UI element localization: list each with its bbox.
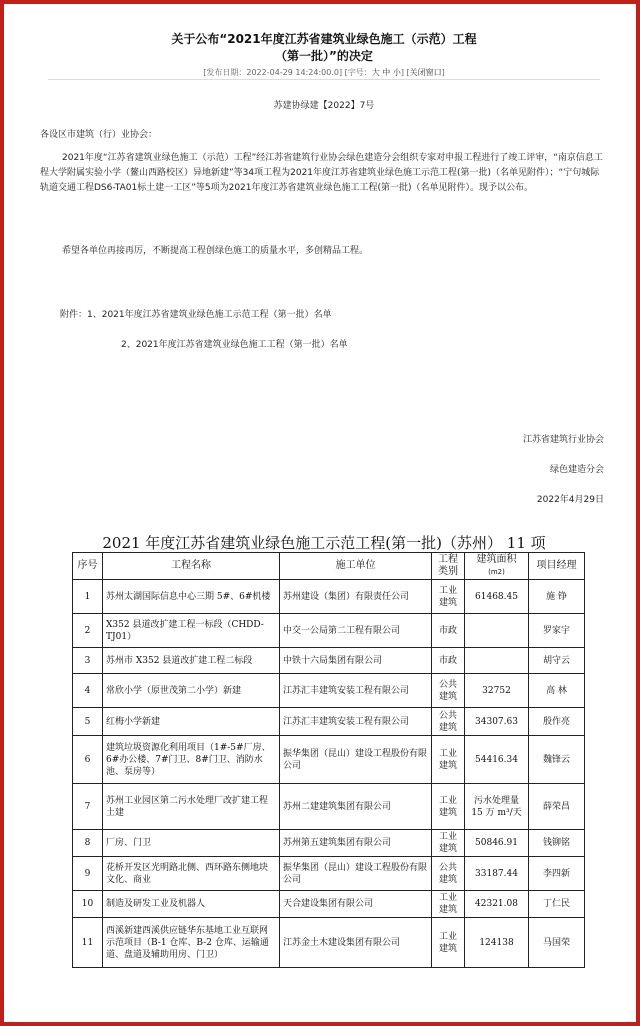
table-body: [73, 580, 585, 968]
row-construction-unit: 苏州第五建筑集团有限公司: [280, 830, 432, 857]
table-row: [73, 674, 585, 708]
meta-separator: ] [: [400, 68, 410, 77]
article-title-line2: （第一批）”的决定: [275, 49, 373, 63]
addressee: 各设区市建筑（行）业协会：: [40, 130, 158, 140]
row-area: 61468.45: [465, 580, 529, 614]
row-no: 4: [73, 674, 103, 708]
body-paragraph-2: 希望各单位再接再厉，不断提高工程创绿色施工的质量水平，多创精品工程。: [62, 246, 369, 256]
row-construction-unit: 苏州二建建筑集团有限公司: [280, 784, 432, 830]
row-no: 10: [73, 891, 103, 918]
row-category: 工业建筑: [432, 891, 465, 918]
row-project-name: 制造及研发工业及机器人: [103, 891, 280, 918]
document-number: 苏建协绿建【2022】7号: [273, 101, 375, 111]
table-row: [73, 830, 585, 857]
row-manager: 胡守云: [529, 648, 585, 674]
header-unit: 施工单位: [280, 553, 432, 580]
header-name: 工程名称: [103, 553, 280, 580]
row-area: 50846.91: [465, 830, 529, 857]
row-no: 1: [73, 580, 103, 614]
row-manager: 施 铮: [529, 580, 585, 614]
row-manager: 高 林: [529, 674, 585, 708]
header-area-label: 建筑面积: [476, 554, 517, 565]
signature-organization: 江苏省建筑行业协会: [522, 435, 604, 445]
row-area: 34307.63: [465, 708, 529, 736]
row-category: 市政: [432, 614, 465, 648]
row-area: 33187.44: [465, 857, 529, 891]
body-paragraph-1: 2021年度“江苏省建筑业绿色施工（示范）工程”经江苏省建筑行业协会绿色建造分会组织专家对申报工程进行了竣工评审，“南京信息工程大学附属实验小学（鳌山西路校区）异地新建”等34项工程为2021年度江苏省建筑业绿色施工示范工程(第一批)（名单见附件）；“宁句城际轨道交通工程DS6-TA01标土建一工区”等5项为2021年度江苏省建筑业绿色施工工程(第一批)（名单见附件）。现予以公布。: [40, 153, 603, 193]
row-category: 工业建筑: [432, 580, 465, 614]
row-area: 42321.08: [465, 891, 529, 918]
table-row: [73, 736, 585, 784]
signature-branch: 绿色建造分会: [549, 465, 604, 475]
row-no: 6: [73, 736, 103, 784]
row-manager: 魏锋云: [529, 736, 585, 784]
font-size-large-link[interactable]: 大: [371, 68, 380, 77]
table-row: [73, 614, 585, 648]
row-project-name: 常欣小学（原世茂第二小学）新建: [103, 674, 280, 708]
row-no: 7: [73, 784, 103, 830]
row-category: 工业建筑: [432, 784, 465, 830]
attachment-2: 2、2021年度江苏省建筑业绿色施工工程（第一批）名单: [121, 340, 348, 350]
row-project-name: X352 县道改扩建工程一标段（CHDD-TJ01）: [103, 614, 280, 648]
row-manager: 李四新: [529, 857, 585, 891]
row-construction-unit: 中铁十六局集团有限公司: [280, 648, 432, 674]
meta-divider: [48, 79, 600, 80]
row-no: 8: [73, 830, 103, 857]
row-category: 公共建筑: [432, 857, 465, 891]
row-construction-unit: 江苏金土木建设集团有限公司: [280, 918, 432, 968]
row-no: 11: [73, 918, 103, 968]
row-project-name: 苏州市 X352 县道改扩建工程二标段: [103, 648, 280, 674]
row-project-name: 花桥开发区光明路北侧、西环路东侧地块文化、商业: [103, 857, 280, 891]
font-size-medium-link[interactable]: 中: [382, 68, 391, 77]
row-category: 工业建筑: [432, 830, 465, 857]
row-area: 污水处理量 15 万 m³/天: [465, 784, 529, 830]
row-construction-unit: 振华集团（昆山）建设工程股份有限公司: [280, 736, 432, 784]
publish-date: [发布日期：2022-04-29 14:24:00.0] [字号：: [203, 68, 372, 77]
row-project-name: 厂房、门卫: [103, 830, 280, 857]
row-manager: 殷作亮: [529, 708, 585, 736]
row-construction-unit: 天合建设集团有限公司: [280, 891, 432, 918]
header-no: 序号: [73, 553, 103, 580]
font-size-small-link[interactable]: 小: [392, 68, 401, 77]
row-manager: 薛荣昌: [529, 784, 585, 830]
document-body: [8, 8, 640, 1026]
header-manager: 项目经理: [529, 553, 585, 580]
row-area: 124138: [465, 918, 529, 968]
row-no: 3: [73, 648, 103, 674]
row-construction-unit: 振华集团（昆山）建设工程股份有限公司: [280, 857, 432, 891]
table-row: [73, 708, 585, 736]
article-meta: [8, 67, 640, 78]
row-manager: 丁仁民: [529, 891, 585, 918]
row-project-name: 西溪新建西溪供应链华东基地工业互联网示范项目（B-1 仓库、B-2 仓库、运输通道、盘道及辅助用房、门卫）: [103, 918, 280, 968]
table-header-row: [73, 553, 585, 580]
row-category: 工业建筑: [432, 918, 465, 968]
row-no: 5: [73, 708, 103, 736]
table-row: [73, 891, 585, 918]
row-construction-unit: 江苏汇丰建筑安装工程有限公司: [280, 708, 432, 736]
row-construction-unit: 江苏汇丰建筑安装工程有限公司: [280, 674, 432, 708]
row-project-name: 苏州工业园区第二污水处理厂改扩建工程土建: [103, 784, 280, 830]
table-title: 2021 年度江苏省建筑业绿色施工示范工程(第一批)（苏州） 11 项: [102, 534, 546, 552]
row-area: 32752: [465, 674, 529, 708]
signature-date: 2022年4月29日: [536, 495, 604, 505]
article-title-line1: 关于公布“2021年度江苏省建筑业绿色施工（示范）工程: [171, 32, 477, 46]
row-project-name: 红梅小学新建: [103, 708, 280, 736]
row-category: 公共建筑: [432, 674, 465, 708]
row-project-name: 苏州太湖国际信息中心三期 5#、6#机楼: [103, 580, 280, 614]
row-manager: 马国荣: [529, 918, 585, 968]
table-row: [73, 784, 585, 830]
row-project-name: 建筑垃圾资源化利用项目（1#-5#厂房、6#办公楼、7#门卫、8#门卫、消防水池、泵房等）: [103, 736, 280, 784]
table-row: [73, 857, 585, 891]
header-category: 工程类别: [432, 553, 465, 580]
table-row: [73, 648, 585, 674]
row-category: 工业建筑: [432, 736, 465, 784]
row-manager: 罗家宇: [529, 614, 585, 648]
row-category: 公共建筑: [432, 708, 465, 736]
row-manager: 钱铆铭: [529, 830, 585, 857]
row-construction-unit: 苏州建设（集团）有限责任公司: [280, 580, 432, 614]
row-construction-unit: 中交一公局第二工程有限公司: [280, 614, 432, 648]
meta-end: ]: [441, 68, 445, 77]
header-area: [465, 553, 529, 580]
table-row: [73, 918, 585, 968]
row-no: 2: [73, 614, 103, 648]
row-area: 54416.34: [465, 736, 529, 784]
row-no: 9: [73, 857, 103, 891]
row-area: [465, 648, 529, 674]
header-area-unit: (m2): [488, 568, 505, 576]
table-row: [73, 580, 585, 614]
close-window-link[interactable]: 关闭窗口: [409, 68, 442, 77]
attachment-1: 附件：1、2021年度江苏省建筑业绿色施工示范工程（第一批）名单: [60, 310, 332, 320]
row-category: 市政: [432, 648, 465, 674]
row-area: [465, 614, 529, 648]
project-table: [72, 552, 585, 968]
